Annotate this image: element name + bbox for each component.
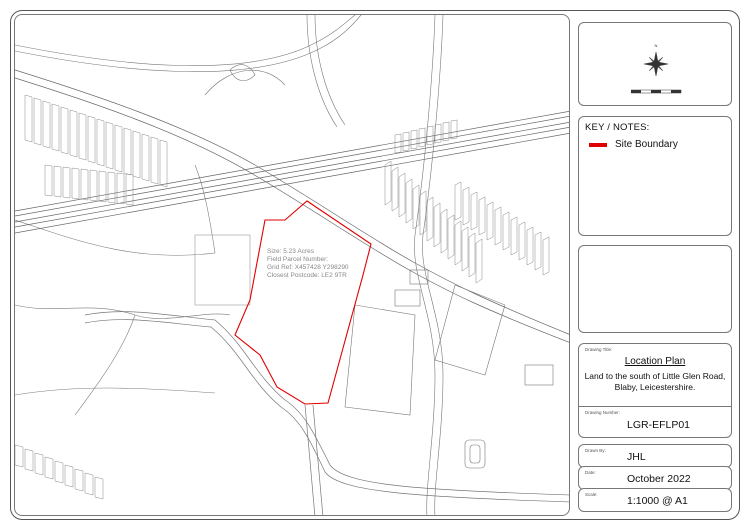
building-plot xyxy=(85,473,93,495)
building-plot xyxy=(395,134,401,153)
building-plot xyxy=(385,161,391,205)
building-plot xyxy=(25,95,32,142)
building-plot xyxy=(479,197,485,235)
north-arrow-panel xyxy=(578,22,732,106)
building-plot xyxy=(160,140,167,187)
map-area xyxy=(14,14,570,516)
building-plot xyxy=(463,187,469,225)
building-plot xyxy=(65,465,73,487)
building-plot xyxy=(451,120,457,139)
building-plot xyxy=(75,469,83,491)
building-plot xyxy=(427,197,433,241)
drawing-number: LGR-EFLP01 xyxy=(627,419,691,431)
building-plot xyxy=(35,453,43,475)
building-plot xyxy=(45,457,53,479)
building-plot xyxy=(34,98,41,145)
building-plot xyxy=(52,104,59,151)
scale-bar xyxy=(631,89,687,99)
building-plot xyxy=(126,174,133,205)
building-plot xyxy=(406,179,412,223)
building-plot xyxy=(97,119,104,166)
key-panel xyxy=(578,116,732,236)
svg-text:N: N xyxy=(654,43,658,48)
key-item-site-boundary xyxy=(589,139,678,150)
drawn-by-label: Drawn By: xyxy=(585,448,606,453)
building-plot xyxy=(543,237,549,275)
building-plot xyxy=(99,171,106,202)
building-plot xyxy=(469,233,475,277)
building-plot xyxy=(63,167,70,198)
building-plot xyxy=(420,191,426,235)
building-plot xyxy=(487,202,493,240)
date-field xyxy=(578,466,732,490)
building-plot xyxy=(70,110,77,157)
building-plot xyxy=(527,227,533,265)
site-info-line: Closest Postcode: LE2 9TR xyxy=(267,272,347,279)
building-plot xyxy=(495,207,501,245)
site-info-line: Size: 5.23 Acres xyxy=(267,248,314,255)
building-plot xyxy=(471,192,477,230)
site-boundary xyxy=(235,201,371,404)
site-boundary-swatch xyxy=(589,143,607,147)
building-plot xyxy=(61,107,68,154)
building-plot xyxy=(455,182,461,220)
building-plot xyxy=(43,101,50,148)
building-plot xyxy=(81,169,88,200)
building-plot xyxy=(54,166,61,197)
building-plot xyxy=(106,122,113,169)
site-info-line: Grid Ref: X457428 Y298290 xyxy=(267,264,349,271)
drawing-subtitle xyxy=(583,371,727,393)
drawing-number-label: Drawing Number: xyxy=(585,410,621,415)
building-plot xyxy=(79,113,86,160)
building-plot xyxy=(117,173,124,204)
building-plot xyxy=(399,173,405,217)
scale-label: Scale: xyxy=(585,492,598,497)
building-plot xyxy=(448,215,454,259)
date-value: October 2022 xyxy=(627,473,691,485)
building-plot xyxy=(124,128,131,175)
building-plot xyxy=(403,132,409,151)
building-plot xyxy=(441,209,447,253)
building-plot xyxy=(72,168,79,199)
scale-field xyxy=(578,488,732,512)
scale-value: 1:1000 @ A1 xyxy=(627,495,688,507)
building-plot xyxy=(434,203,440,247)
building-plot xyxy=(142,134,149,181)
building-plot xyxy=(427,126,433,145)
building-plot xyxy=(476,239,482,283)
building-plot xyxy=(133,131,140,178)
building-plot xyxy=(511,217,517,255)
date-label: Date: xyxy=(585,470,596,475)
building-plot xyxy=(392,167,398,211)
building-plot xyxy=(15,445,23,467)
building-plot xyxy=(535,232,541,270)
blank-panel xyxy=(578,245,732,333)
building-plot xyxy=(95,477,103,499)
building-plot xyxy=(45,165,52,196)
site-info-label xyxy=(267,248,349,280)
building-plot xyxy=(115,125,122,172)
building-plot xyxy=(455,221,461,265)
building-plot xyxy=(519,222,525,260)
building-plot xyxy=(25,449,33,471)
divider xyxy=(579,406,731,407)
building-plot xyxy=(88,116,95,163)
site-info-line: Field Parcel Number: xyxy=(267,256,329,263)
building-plot xyxy=(503,212,509,250)
key-item-label: Site Boundary xyxy=(615,139,678,150)
building-plot xyxy=(462,227,468,271)
drawing-title-panel xyxy=(578,343,732,438)
building-plot xyxy=(413,185,419,229)
subtitle-line: Land to the south of Little Glen Road, xyxy=(584,371,726,381)
key-heading: KEY / NOTES: xyxy=(585,122,650,133)
subtitle-line: Blaby, Leicestershire. xyxy=(614,382,696,392)
building-plot xyxy=(151,137,158,184)
drawn-by-field xyxy=(578,444,732,468)
drawing-title-label: Drawing Title: xyxy=(585,347,613,352)
drawn-by-value: JHL xyxy=(627,451,646,463)
building-plot xyxy=(55,461,63,483)
drawing-title: Location Plan xyxy=(624,356,686,367)
